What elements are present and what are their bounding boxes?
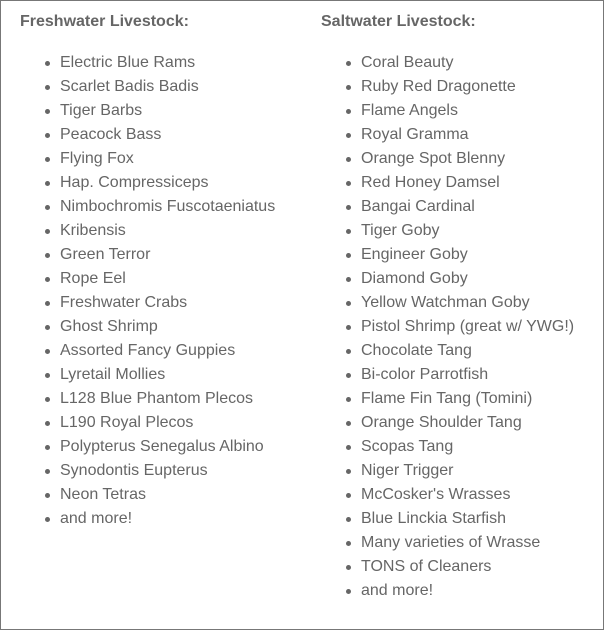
bullet-icon bbox=[45, 325, 50, 330]
list-item-label: TONS of Cleaners bbox=[361, 558, 492, 575]
list-item bbox=[20, 339, 275, 363]
list-item bbox=[20, 459, 275, 483]
bullet-icon bbox=[346, 133, 351, 138]
list-item-label: L190 Royal Plecos bbox=[60, 414, 194, 431]
list-item-label: Pistol Shrimp (great w/ YWG!) bbox=[361, 318, 575, 335]
bullet-icon bbox=[45, 517, 50, 522]
bullet-icon bbox=[346, 469, 351, 474]
bullet-icon bbox=[45, 397, 50, 402]
bullet-icon bbox=[346, 61, 351, 66]
list-item bbox=[321, 363, 574, 387]
list-item-label: Hap. Compressiceps bbox=[60, 174, 209, 191]
list-item bbox=[20, 291, 275, 315]
list-item-label: and more! bbox=[361, 582, 434, 599]
list-item-label: Green Terror bbox=[60, 246, 151, 263]
bullet-icon bbox=[346, 445, 351, 450]
list-item-label: Nimbochromis Fuscotaeniatus bbox=[60, 198, 276, 215]
freshwater-list bbox=[20, 51, 275, 531]
bullet-icon bbox=[346, 181, 351, 186]
list-item bbox=[321, 531, 574, 555]
list-item bbox=[321, 267, 574, 291]
saltwater-list bbox=[321, 51, 574, 603]
list-item-label: Yellow Watchman Goby bbox=[361, 294, 530, 311]
list-item bbox=[20, 435, 275, 459]
list-item-label: Flying Fox bbox=[60, 150, 134, 167]
list-item-label: Flame Angels bbox=[361, 102, 458, 119]
list-item bbox=[20, 147, 275, 171]
bullet-icon bbox=[45, 133, 50, 138]
list-item-label: Scarlet Badis Badis bbox=[60, 78, 199, 95]
list-item bbox=[321, 579, 574, 603]
bullet-icon bbox=[346, 85, 351, 90]
bullet-icon bbox=[346, 277, 351, 282]
list-item-label: Neon Tetras bbox=[60, 486, 146, 503]
bullet-icon bbox=[346, 421, 351, 426]
list-item bbox=[20, 123, 275, 147]
list-item bbox=[20, 195, 275, 219]
bullet-icon bbox=[346, 397, 351, 402]
bullet-icon bbox=[45, 277, 50, 282]
bullet-icon bbox=[45, 85, 50, 90]
bullet-icon bbox=[45, 469, 50, 474]
list-item bbox=[321, 219, 574, 243]
bullet-icon bbox=[346, 229, 351, 234]
list-item-label: Scopas Tang bbox=[361, 438, 454, 455]
list-item-label: Ruby Red Dragonette bbox=[361, 78, 516, 95]
bullet-icon bbox=[45, 205, 50, 210]
list-item-label: Rope Eel bbox=[60, 270, 126, 287]
list-item-label: Ghost Shrimp bbox=[60, 318, 158, 335]
list-item-label: McCosker's Wrasses bbox=[361, 486, 511, 503]
bullet-icon bbox=[45, 109, 50, 114]
list-item bbox=[321, 51, 574, 75]
bullet-icon bbox=[45, 421, 50, 426]
list-item bbox=[321, 507, 574, 531]
list-item bbox=[321, 171, 574, 195]
freshwater-heading: Freshwater Livestock: bbox=[20, 13, 189, 30]
list-item bbox=[321, 123, 574, 147]
list-item bbox=[321, 435, 574, 459]
bullet-icon bbox=[346, 541, 351, 546]
list-item bbox=[321, 75, 574, 99]
list-item-label: Assorted Fancy Guppies bbox=[60, 342, 236, 359]
bullet-icon bbox=[346, 517, 351, 522]
bullet-icon bbox=[346, 205, 351, 210]
bullet-icon bbox=[45, 349, 50, 354]
bullet-icon bbox=[45, 253, 50, 258]
list-item-label: Orange Shoulder Tang bbox=[361, 414, 522, 431]
list-item-label: Tiger Goby bbox=[361, 222, 440, 239]
bullet-icon bbox=[45, 301, 50, 306]
bullet-icon bbox=[346, 109, 351, 114]
bullet-icon bbox=[45, 493, 50, 498]
list-item bbox=[20, 363, 275, 387]
list-item bbox=[20, 75, 275, 99]
list-item bbox=[321, 555, 574, 579]
bullet-icon bbox=[346, 349, 351, 354]
list-item bbox=[321, 99, 574, 123]
list-item-label: L128 Blue Phantom Plecos bbox=[60, 390, 254, 407]
list-item bbox=[321, 195, 574, 219]
list-item-label: Polypterus Senegalus Albino bbox=[60, 438, 264, 455]
saltwater-heading: Saltwater Livestock: bbox=[321, 13, 476, 30]
list-item-label: Peacock Bass bbox=[60, 126, 162, 143]
list-item-label: Royal Gramma bbox=[361, 126, 469, 143]
list-item bbox=[321, 483, 574, 507]
list-item-label: Diamond Goby bbox=[361, 270, 468, 287]
bullet-icon bbox=[45, 181, 50, 186]
list-item bbox=[20, 99, 275, 123]
list-item bbox=[20, 483, 275, 507]
list-item bbox=[20, 315, 275, 339]
list-item-label: Freshwater Crabs bbox=[60, 294, 188, 311]
list-item bbox=[20, 411, 275, 435]
bullet-icon bbox=[45, 61, 50, 66]
bullet-icon bbox=[346, 157, 351, 162]
bullet-icon bbox=[45, 229, 50, 234]
list-item bbox=[321, 411, 574, 435]
list-item-label: Niger Trigger bbox=[361, 462, 454, 479]
list-item-label: Engineer Goby bbox=[361, 246, 468, 263]
list-item-label: Bangai Cardinal bbox=[361, 198, 475, 215]
list-item-label: and more! bbox=[60, 510, 133, 527]
list-item bbox=[321, 459, 574, 483]
list-item bbox=[20, 507, 275, 531]
list-item bbox=[321, 315, 574, 339]
list-item bbox=[321, 339, 574, 363]
list-item-label: Kribensis bbox=[60, 222, 126, 239]
bullet-icon bbox=[346, 373, 351, 378]
list-item-label: Flame Fin Tang (Tomini) bbox=[361, 390, 533, 407]
list-item-label: Many varieties of Wrasse bbox=[361, 534, 541, 551]
list-item-label: Blue Linckia Starfish bbox=[361, 510, 506, 527]
bullet-icon bbox=[346, 325, 351, 330]
bullet-icon bbox=[346, 253, 351, 258]
list-item-label: Bi-color Parrotfish bbox=[361, 366, 489, 383]
list-item-label: Lyretail Mollies bbox=[60, 366, 166, 383]
list-item bbox=[20, 171, 275, 195]
list-item bbox=[20, 267, 275, 291]
bullet-icon bbox=[45, 445, 50, 450]
list-item-label: Coral Beauty bbox=[361, 54, 454, 71]
list-item bbox=[20, 219, 275, 243]
bullet-icon bbox=[346, 493, 351, 498]
list-item-label: Tiger Barbs bbox=[60, 102, 143, 119]
list-item-label: Red Honey Damsel bbox=[361, 174, 500, 191]
bullet-icon bbox=[346, 565, 351, 570]
list-item bbox=[20, 243, 275, 267]
list-item bbox=[321, 387, 574, 411]
list-item-label: Chocolate Tang bbox=[361, 342, 472, 359]
list-item bbox=[321, 243, 574, 267]
bullet-icon bbox=[346, 301, 351, 306]
list-item bbox=[20, 51, 275, 75]
bullet-icon bbox=[45, 373, 50, 378]
list-item-label: Electric Blue Rams bbox=[60, 54, 196, 71]
list-item-label: Synodontis Eupterus bbox=[60, 462, 208, 479]
bullet-icon bbox=[45, 157, 50, 162]
list-item bbox=[321, 291, 574, 315]
list-item-label: Orange Spot Blenny bbox=[361, 150, 506, 167]
list-item bbox=[20, 387, 275, 411]
list-item bbox=[321, 147, 574, 171]
bullet-icon bbox=[346, 589, 351, 594]
